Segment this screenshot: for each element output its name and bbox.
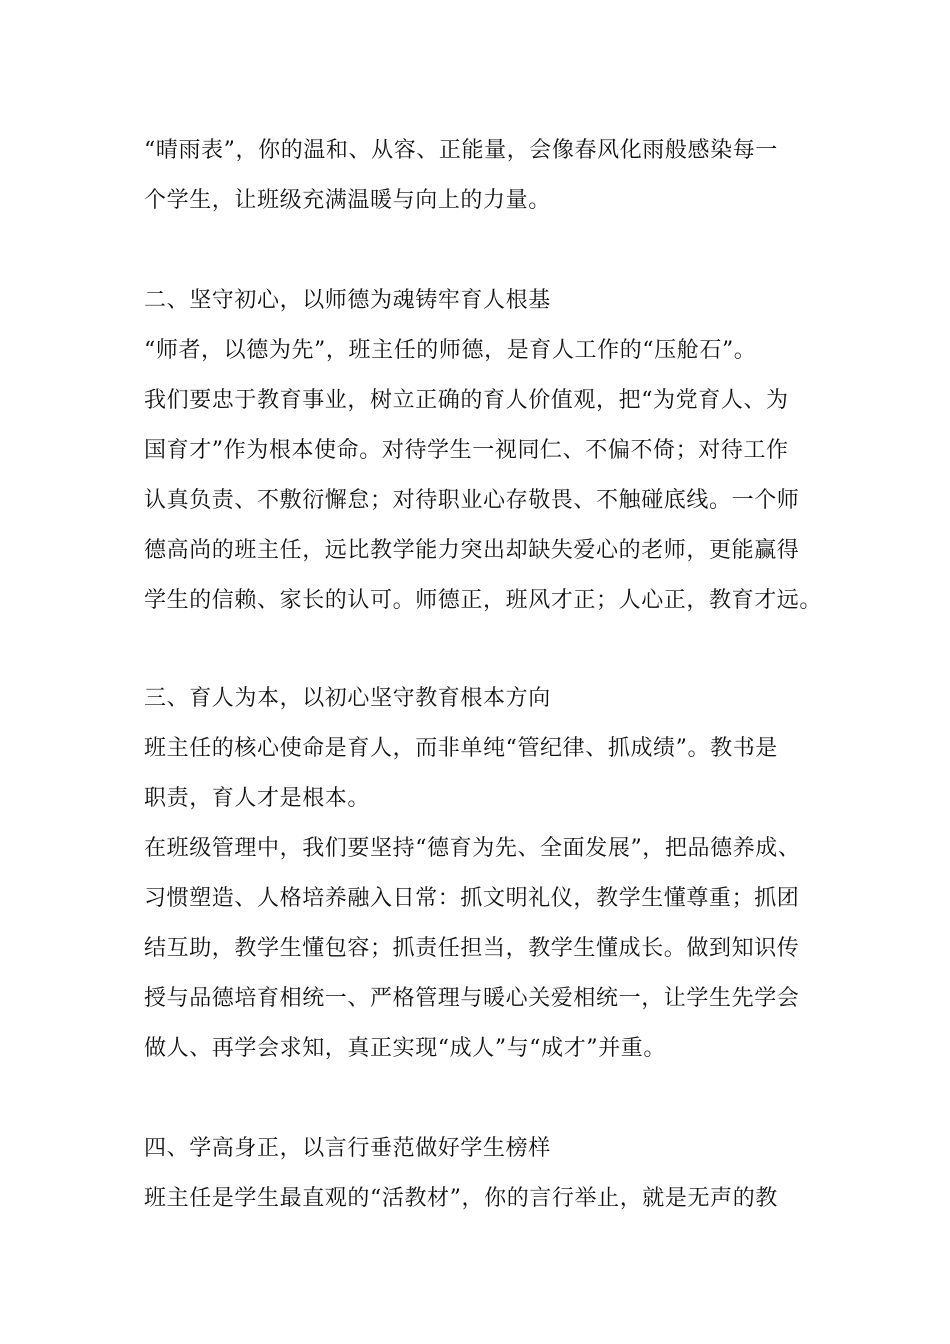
paragraph-line: “师者，以德为先”，班主任的师德，是育人工作的“压舱石”。 — [144, 338, 757, 363]
paragraph-line: 德高尚的班主任，远比教学能力突出却缺失爱心的老师，更能赢得 — [144, 538, 800, 563]
paragraph-line: 职责，育人才是根本。 — [144, 786, 371, 811]
paragraph-line: 国育才”作为根本使命。对待学生一视同仁、不偏不倚；对待工作 — [144, 438, 789, 463]
paragraph-line: 个学生，让班级充满温暖与向上的力量。 — [144, 188, 551, 213]
paragraph-line: 习惯塑造、人格培养融入日常：抓文明礼仪，教学生懂尊重；抓团 — [144, 886, 800, 911]
paragraph-line: 认真负责、不敷衍懈怠；对待职业心存敬畏、不触碰底线。一个师 — [144, 488, 800, 513]
paragraph-line: 我们要忠于教育事业，树立正确的育人价值观，把“为党育人、为 — [144, 388, 789, 413]
paragraph-line: 结互助，教学生懂包容；抓责任担当，教学生懂成长。做到知识传 — [144, 936, 800, 961]
paragraph-line: 班主任是学生最直观的“活教材”，你的言行举止，就是无声的教 — [144, 1186, 778, 1211]
section-heading-2: 二、坚守初心，以师德为魂铸牢育人根基 — [144, 288, 551, 313]
paragraph-line: 学生的信赖、家长的认可。师德正，班风才正；人心正，教育才远。 — [144, 588, 823, 613]
paragraph-line: 做人、再学会求知，真正实现“成人”与“成才”并重。 — [144, 1036, 666, 1061]
section-heading-3: 三、育人为本，以初心坚守教育根本方向 — [144, 686, 551, 711]
paragraph-line: 班主任的核心使命是育人，而非单纯“管纪律、抓成绩”。教书是 — [144, 736, 778, 761]
paragraph-line: 在班级管理中，我们要坚持“德育为先、全面发展”，把品德养成、 — [144, 836, 801, 861]
paragraph-line: 授与品德培育相统一、严格管理与暖心关爱相统一，让学生先学会 — [144, 986, 800, 1011]
paragraph-line: “晴雨表”，你的温和、从容、正能量，会像春风化雨般感染每一 — [144, 138, 778, 163]
section-heading-4: 四、学高身正，以言行垂范做好学生榜样 — [144, 1136, 551, 1161]
